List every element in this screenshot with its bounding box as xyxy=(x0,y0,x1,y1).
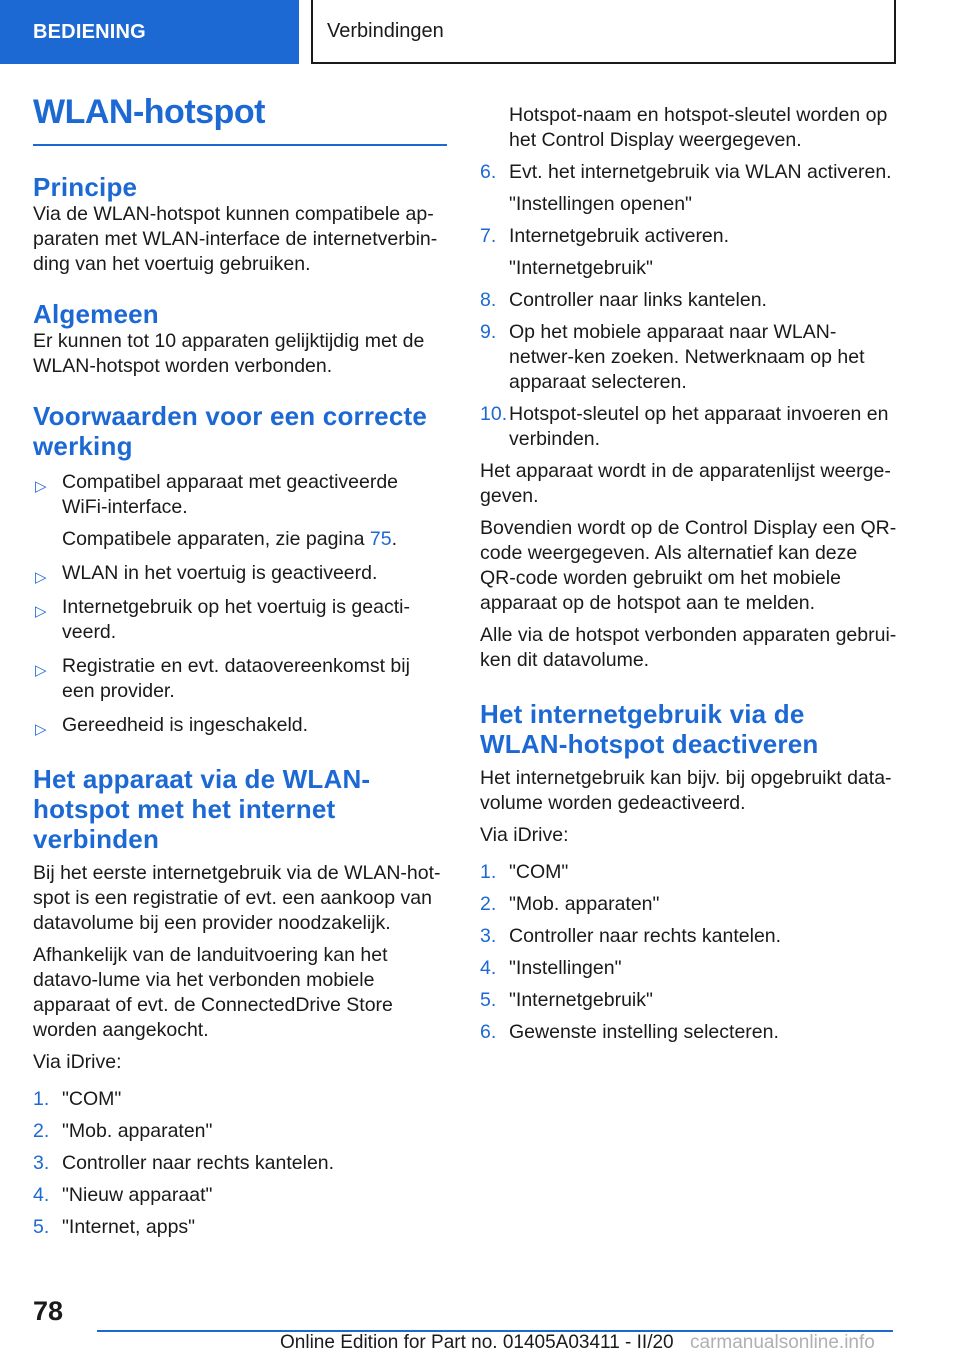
step-subtext: "Internetgebruik" xyxy=(509,257,653,279)
step-number: 1. xyxy=(480,861,497,883)
deactiveren-paragraph-2: Via iDrive: xyxy=(480,824,569,846)
step-subtext: "Instellingen openen" xyxy=(509,193,692,215)
step-item xyxy=(480,860,898,885)
list-item-text: Gereedheid is ingeschakeld. xyxy=(62,714,309,736)
step-number: 4. xyxy=(480,957,497,979)
step-item xyxy=(33,1119,447,1144)
step-number: 3. xyxy=(33,1152,50,1174)
algemeen-text: Er kunnen tot 10 apparaten gelijktijdig met de WLAN-hotspot worden verbonden. xyxy=(33,330,425,377)
watermark-text: carmanualsonline.info xyxy=(690,1332,875,1353)
principe-text: Via de WLAN-hotspot kunnen compatibele ap-paraten met WLAN-interface de internetverbin-ding van het voertuig gebruiken. xyxy=(33,203,438,275)
step-item xyxy=(480,402,898,452)
step-number: 9. xyxy=(480,321,497,343)
triangle-bullet-icon: ▷ xyxy=(35,662,47,679)
list-item xyxy=(33,595,447,645)
step-text: "Mob. apparaten" xyxy=(509,893,660,915)
heading-deactiveren: Het internetgebruik via de WLAN-hotspot deactiveren xyxy=(480,699,819,759)
list-item xyxy=(33,561,447,586)
step-number: 6. xyxy=(480,1021,497,1043)
triangle-bullet-icon: ▷ xyxy=(35,569,47,586)
voorwaarden-list xyxy=(33,470,447,738)
step-number: 5. xyxy=(480,989,497,1011)
step-text: Controller naar rechts kantelen. xyxy=(62,1152,335,1174)
step-text: "Internetgebruik" xyxy=(509,989,653,1011)
step-item xyxy=(480,924,898,949)
page-link[interactable]: 75 xyxy=(369,528,392,550)
subtext-suffix: . xyxy=(391,528,398,550)
step-item xyxy=(480,224,898,281)
list-item-text: Registratie en evt. dataovereenkomst bij een provider. xyxy=(62,655,410,702)
step-item xyxy=(33,1151,447,1176)
left-column xyxy=(33,92,447,1240)
right-paragraph-1: Het apparaat wordt in de apparatenlijst weerge-geven. xyxy=(480,460,891,507)
step-text: "Internet, apps" xyxy=(62,1216,196,1238)
heading-verbinden: Het apparaat via de WLAN-hotspot met het internet verbinden xyxy=(33,764,371,854)
step-number: 1. xyxy=(33,1088,50,1110)
step-text: Gewenste instelling selecteren. xyxy=(509,1021,779,1043)
deactiveren-steps xyxy=(480,860,898,1045)
page-number: 78 xyxy=(33,1296,64,1326)
right-column xyxy=(480,103,898,1045)
verbinden-paragraph-1: Bij het eerste internetgebruik via de WLAN-hot-spot is een registratie of evt. een aankoop van datavolume bij een provider noodzakelijk. xyxy=(33,862,441,934)
step-number: 3. xyxy=(480,925,497,947)
triangle-bullet-icon: ▷ xyxy=(35,478,47,495)
step-item xyxy=(33,1183,447,1208)
heading-voorwaarden: Voorwaarden voor een correcte werking xyxy=(33,401,428,461)
step-number: 5. xyxy=(33,1216,50,1238)
step-item xyxy=(480,288,898,313)
continued-step-text: Hotspot-naam en hotspot-sleutel worden op het Control Display weergegeven. xyxy=(509,104,888,151)
step-item xyxy=(480,320,898,395)
step-item xyxy=(33,1087,447,1112)
heading-algemeen: Algemeen xyxy=(33,299,159,329)
step-text: "COM" xyxy=(509,861,569,883)
header-section-label: BEDIENING xyxy=(33,20,146,43)
step-number: 10. xyxy=(480,403,508,425)
right-paragraph-2: Bovendien wordt op de Control Display een QR-code weergegeven. Als alternatief kan deze QR-code worden gebruikt om het mobiele apparaat op de hotspot aan te melden. xyxy=(480,517,897,614)
list-item xyxy=(33,654,447,704)
list-item-text: Internetgebruik op het voertuig is geacti-veerd. xyxy=(62,596,410,643)
footer-edition: Online Edition for Part no. 01405A03411 - II/20 xyxy=(280,1332,674,1353)
step-number: 4. xyxy=(33,1184,50,1206)
step-text: Hotspot-sleutel op het apparaat invoeren en verbinden. xyxy=(509,403,889,450)
step-text: Internetgebruik activeren. xyxy=(509,225,730,247)
verbinden-paragraph-2: Afhankelijk van de landuitvoering kan het datavo-lume via het verbonden mobiele apparaat of evt. de ConnectedDrive Store worden aangekocht. xyxy=(33,944,393,1041)
header-chapter-box xyxy=(311,0,896,64)
step-number: 2. xyxy=(480,893,497,915)
list-item xyxy=(33,713,447,738)
step-text: Controller naar rechts kantelen. xyxy=(509,925,782,947)
subtext-prefix: Compatibele apparaten, zie pagina xyxy=(62,528,370,550)
heading-principe: Principe xyxy=(33,172,138,202)
step-item xyxy=(480,1020,898,1045)
triangle-bullet-icon: ▷ xyxy=(35,721,47,738)
list-item-subtext xyxy=(62,527,447,552)
page-title: WLAN-hotspot xyxy=(33,92,447,146)
step-text: "Instellingen" xyxy=(509,957,622,979)
step-item xyxy=(480,988,898,1013)
right-paragraph-3: Alle via de hotspot verbonden apparaten gebrui-ken dit datavolume. xyxy=(480,624,897,671)
step-item xyxy=(480,956,898,981)
step-number: 7. xyxy=(480,225,497,247)
verbinden-paragraph-3: Via iDrive: xyxy=(33,1051,122,1073)
step-text: Controller naar links kantelen. xyxy=(509,289,767,311)
step-text: "COM" xyxy=(62,1088,122,1110)
list-item xyxy=(33,470,447,552)
step-item xyxy=(480,892,898,917)
header-chapter-label: Verbindingen xyxy=(327,19,444,42)
deactiveren-paragraph-1: Het internetgebruik kan bijv. bij opgebruikt data-volume worden gedeactiveerd. xyxy=(480,767,892,814)
step-item xyxy=(33,1215,447,1240)
verbinden-steps xyxy=(33,1087,447,1240)
list-item-text: Compatibel apparaat met geactiveerde WiFi-interface. xyxy=(62,471,399,518)
step-number: 2. xyxy=(33,1120,50,1142)
step-number: 8. xyxy=(480,289,497,311)
step-text: "Mob. apparaten" xyxy=(62,1120,213,1142)
step-text: Evt. het internetgebruik via WLAN activeren. xyxy=(509,161,892,183)
triangle-bullet-icon: ▷ xyxy=(35,603,47,620)
step-text: "Nieuw apparaat" xyxy=(62,1184,213,1206)
list-item-text: WLAN in het voertuig is geactiveerd. xyxy=(62,562,378,584)
continued-steps xyxy=(480,160,898,452)
step-number: 6. xyxy=(480,161,497,183)
step-text: Op het mobiele apparaat naar WLAN-netwer-ken zoeken. Netwerknaam op het apparaat selecteren. xyxy=(509,321,865,393)
header-section-tab xyxy=(0,0,299,64)
step-item xyxy=(480,160,898,217)
